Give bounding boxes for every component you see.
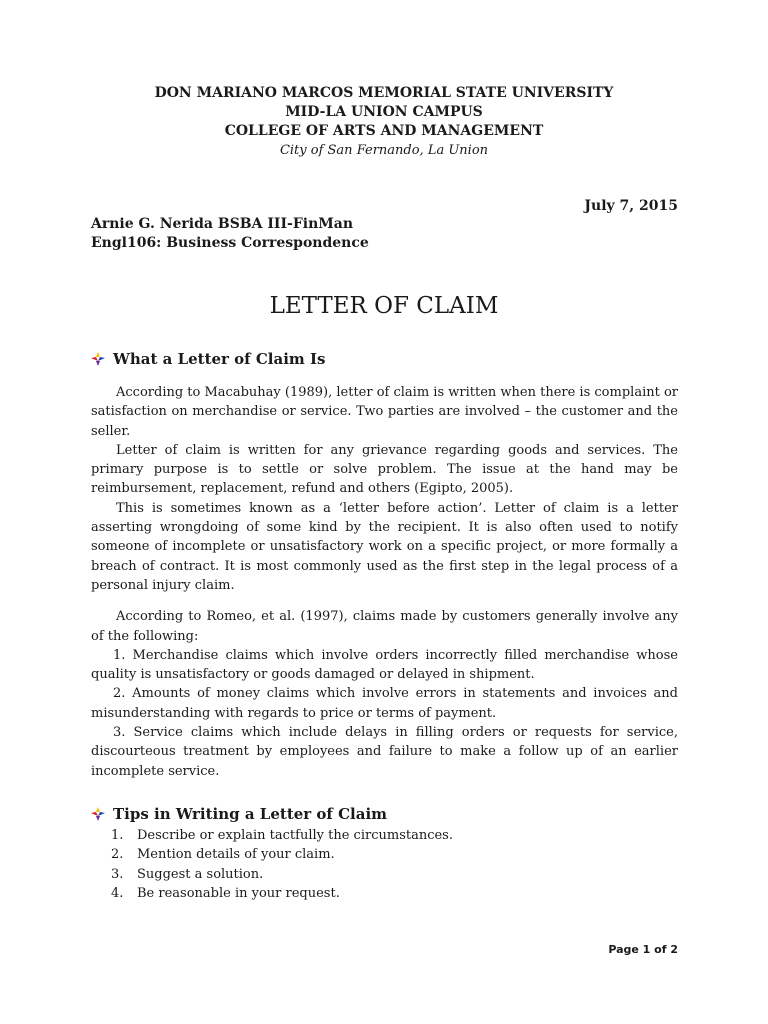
list-number: 4. [111,885,124,901]
university-name: DON MARIANO MARCOS MEMORIAL STATE UNIVERSITY [154,85,614,101]
list-item: 1. Merchandise claims which involve orders incorrectly filled merchandise whose quality is unsatisfactory or goods damaged or delayed in shipment. [91,647,678,683]
list-item: 2. Amounts of money claims which involve errors in statements and invoices and misunderstanding with regards to price or terms of payment. [91,686,678,721]
arrow-down-bullet-icon [91,352,105,366]
college-name: COLLEGE OF ARTS AND MANAGEMENT [224,123,544,139]
course-name: Engl106: Business Correspondence [91,235,369,251]
list-number: 1. [111,828,124,843]
section-heading-text: What a Letter of Claim Is [113,350,326,368]
letter-date: July 7, 2015 [584,198,678,214]
letterhead [0,84,768,160]
city-name: City of San Fernando, La Union [279,143,489,158]
section-heading-text: Tips in Writing a Letter of Claim [113,805,388,823]
list-text: Be reasonable in your request. [137,885,340,901]
paragraph: According to Romeo, et al. (1997), claims made by customers generally involve any of the following: [91,609,678,644]
list-text: Mention details of your claim. [137,847,335,863]
paragraph: This is sometimes known as a ‘letter before action’. Letter of claim is a letter asserting wrongdoing of some kind by the recipient. It is also often used to notify someone of incomplete or unsatisfactory work on a specific project, or more formally a breach of contract. It is most commonly used as the first step in the legal process of a personal injury claim. [91,500,678,593]
list-number: 2. [111,847,124,863]
paragraph: According to Macabuhay (1989), letter of claim is written when there is complaint or satisfaction on merchandise or service. Two parties are involved – the customer and the seller. [91,385,678,439]
list-text: Describe or explain tactfully the circumstances. [137,828,453,843]
campus-name: MID-LA UNION CAMPUS [285,104,483,120]
list-item: 3. Service claims which include delays in filling orders or requests for service, discourteous treatment by employees and failure to make a follow up of an earlier incomplete service. [91,725,678,779]
document-title: LETTER OF CLAIM [269,293,499,319]
arrow-down-bullet-icon [91,807,105,821]
list-text: Suggest a solution. [137,866,264,882]
section-body [91,383,678,781]
section-heading-tips [91,805,387,823]
author-name: Arnie G. Nerida BSBA III-FinMan [91,216,354,232]
tips-list [111,826,453,903]
list-item [111,865,453,884]
paragraph: Letter of claim is written for any grievance regarding goods and services. The primary purpose is to settle or solve problem. The issue at the hand may be reimbursement, replacement, refund and others (Egipto, 2005). [91,442,678,497]
section-heading-what [91,350,325,368]
author-block [91,215,369,253]
list-item [111,845,453,864]
list-number: 3. [111,866,124,882]
list-item [111,826,453,845]
list-item [111,884,453,903]
page-number: Page 1 of 2 [608,943,678,956]
